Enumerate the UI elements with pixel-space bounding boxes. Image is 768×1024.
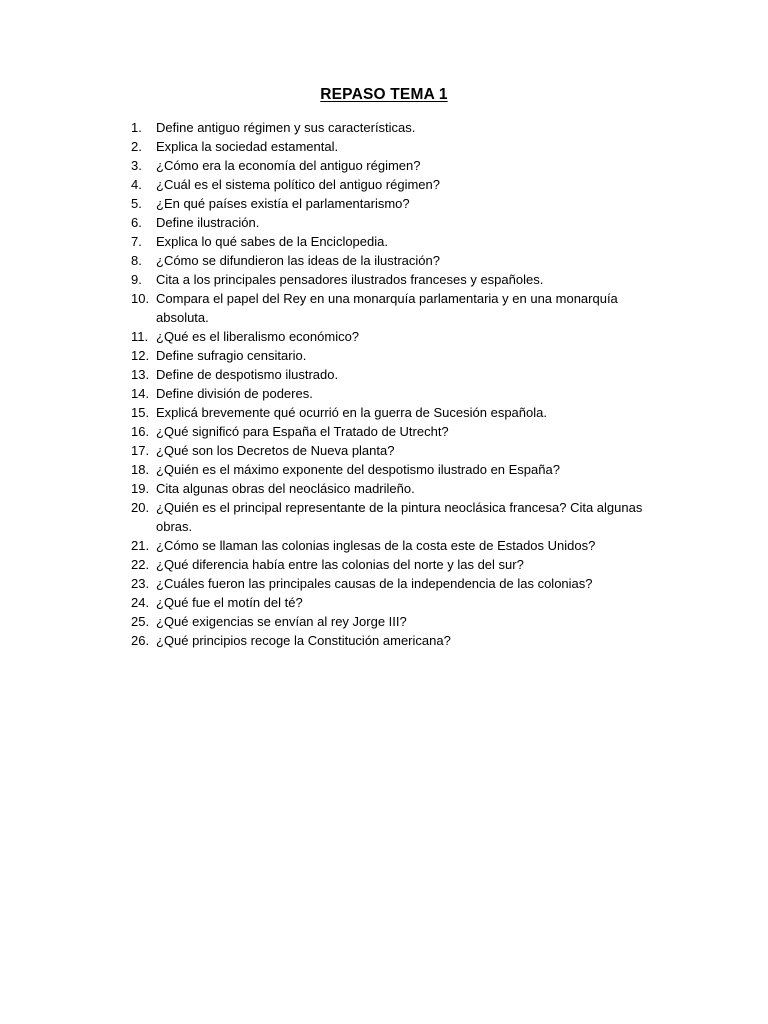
question-item bbox=[131, 422, 671, 441]
question-item bbox=[131, 156, 671, 175]
page-title: REPASO TEMA 1 bbox=[320, 86, 448, 103]
question-item bbox=[131, 270, 671, 289]
question-number: 22. bbox=[131, 557, 150, 572]
question-item bbox=[131, 384, 671, 403]
question-number: 19. bbox=[131, 481, 150, 496]
question-number: 1. bbox=[131, 120, 142, 135]
question-text: ¿Cómo era la economía del antiguo régimen? bbox=[156, 158, 421, 173]
question-text: ¿Quién es el máximo exponente del despotismo ilustrado en España? bbox=[156, 462, 560, 477]
question-number: 4. bbox=[131, 177, 142, 192]
question-text: Define de despotismo ilustrado. bbox=[156, 367, 339, 382]
question-text: Define ilustración. bbox=[156, 215, 260, 230]
question-number: 13. bbox=[131, 367, 150, 382]
question-item bbox=[131, 612, 671, 631]
question-item bbox=[131, 118, 671, 137]
question-number: 23. bbox=[131, 576, 150, 591]
question-number: 9. bbox=[131, 272, 142, 287]
question-number: 8. bbox=[131, 253, 142, 268]
question-text: Compara el papel del Rey en una monarquía parlamentaria y en una monarquía absoluta. bbox=[156, 291, 618, 325]
question-number: 18. bbox=[131, 462, 150, 477]
question-item bbox=[131, 289, 671, 327]
question-text: ¿En qué países existía el parlamentarismo? bbox=[156, 196, 410, 211]
question-number: 10. bbox=[131, 291, 150, 306]
question-text: ¿Quién es el principal representante de la pintura neoclásica francesa? Cita algunas obras. bbox=[156, 500, 643, 534]
question-number: 15. bbox=[131, 405, 150, 420]
question-text: ¿Qué significó para España el Tratado de Utrecht? bbox=[156, 424, 449, 439]
question-number: 2. bbox=[131, 139, 142, 154]
question-text: ¿Qué principios recoge la Constitución americana? bbox=[156, 633, 451, 648]
question-number: 6. bbox=[131, 215, 142, 230]
question-text: ¿Qué es el liberalismo económico? bbox=[156, 329, 360, 344]
question-text: Explica lo qué sabes de la Enciclopedia. bbox=[156, 234, 388, 249]
question-item bbox=[131, 498, 671, 536]
question-item bbox=[131, 365, 671, 384]
question-item bbox=[131, 251, 671, 270]
question-text: Define sufragio censitario. bbox=[156, 348, 307, 363]
question-number: 21. bbox=[131, 538, 150, 553]
question-number: 25. bbox=[131, 614, 150, 629]
question-text: ¿Cuál es el sistema político del antiguo régimen? bbox=[156, 177, 440, 192]
question-item bbox=[131, 175, 671, 194]
question-text: ¿Qué son los Decretos de Nueva planta? bbox=[156, 443, 395, 458]
question-text: ¿Cuáles fueron las principales causas de la independencia de las colonias? bbox=[156, 576, 593, 591]
question-text: ¿Qué fue el motín del té? bbox=[156, 595, 303, 610]
question-item bbox=[131, 213, 671, 232]
question-number: 24. bbox=[131, 595, 150, 610]
question-item bbox=[131, 327, 671, 346]
question-list bbox=[131, 118, 671, 650]
question-number: 12. bbox=[131, 348, 150, 363]
question-number: 7. bbox=[131, 234, 142, 249]
question-item bbox=[131, 536, 671, 555]
question-item bbox=[131, 574, 671, 593]
question-number: 11. bbox=[131, 329, 149, 344]
question-text: Explica la sociedad estamental. bbox=[156, 139, 339, 154]
question-item bbox=[131, 460, 671, 479]
question-text: ¿Qué diferencia había entre las colonias del norte y las del sur? bbox=[156, 557, 524, 572]
question-number: 14. bbox=[131, 386, 150, 401]
question-item bbox=[131, 441, 671, 460]
question-item bbox=[131, 137, 671, 156]
question-text: ¿Cómo se llaman las colonias inglesas de la costa este de Estados Unidos? bbox=[156, 538, 596, 553]
question-number: 3. bbox=[131, 158, 142, 173]
question-number: 26. bbox=[131, 633, 150, 648]
question-number: 17. bbox=[131, 443, 150, 458]
question-item bbox=[131, 631, 671, 650]
question-number: 20. bbox=[131, 500, 150, 515]
question-item bbox=[131, 346, 671, 365]
question-text: Cita algunas obras del neoclásico madrileño. bbox=[156, 481, 415, 496]
question-item bbox=[131, 555, 671, 574]
question-item bbox=[131, 194, 671, 213]
question-number: 5. bbox=[131, 196, 142, 211]
question-item bbox=[131, 403, 671, 422]
question-text: ¿Cómo se difundieron las ideas de la ilustración? bbox=[156, 253, 440, 268]
question-text: Define división de poderes. bbox=[156, 386, 313, 401]
question-number: 16. bbox=[131, 424, 150, 439]
question-item bbox=[131, 479, 671, 498]
question-item bbox=[131, 232, 671, 251]
question-text: Cita a los principales pensadores ilustrados franceses y españoles. bbox=[156, 272, 544, 287]
question-item bbox=[131, 593, 671, 612]
question-text: Define antiguo régimen y sus características. bbox=[156, 120, 416, 135]
question-text: ¿Qué exigencias se envían al rey Jorge III? bbox=[156, 614, 407, 629]
question-text: Explicá brevemente qué ocurrió en la guerra de Sucesión española. bbox=[156, 405, 547, 420]
